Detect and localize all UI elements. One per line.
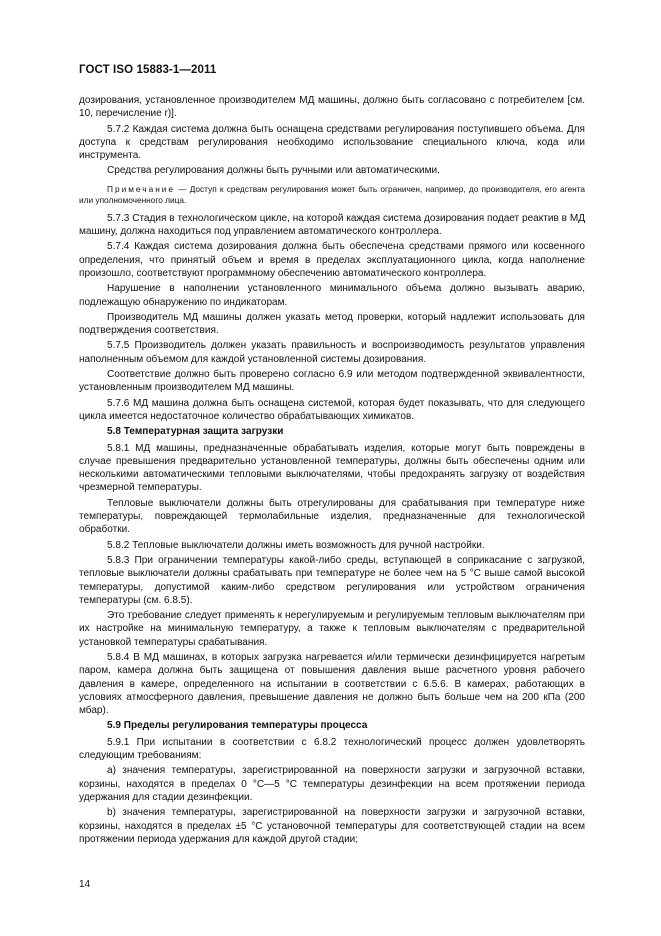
section-heading: 5.9 Пределы регулирования температуры процесса <box>107 720 368 732</box>
paragraph: Соответствие должно быть проверено согласно 6.9 или методом подтвержденной эквивалентности, установленным производителем МД машины. <box>79 369 585 394</box>
section-heading: 5.8 Температурная защита загрузки <box>107 426 284 438</box>
note <box>79 184 585 206</box>
paragraph: Это требование следует применять к нерегулируемым и регулируемым тепловым выключателям при их настройке на минимальную температуру, а также к тепловым выключателям с предварительной установкой температуры срабатывания. <box>79 610 585 648</box>
paragraph: 5.8.1 МД машины, предназначенные обрабатывать изделия, которые могут быть повреждены в случае превышения предварительно установленной температуры, должны быть обеспечены одним или несколькими автоматическими тепловыми выключателями, чтобы предохранять загрузку от воздействия чрезмерной температуры. <box>79 442 585 494</box>
paragraph: 5.7.2 Каждая система должна быть оснащена средствами регулирования поступившего объема. Для доступа к средствам регулирования необходимо использование специального ключа, кода или инструмента. <box>79 123 585 162</box>
paragraph: Производитель МД машины должен указать метод проверки, который надлежит использовать для подтверждения соответствия. <box>79 311 585 337</box>
page-number: 14 <box>79 879 91 890</box>
paragraph: 5.7.5 Производитель должен указать правильность и воспроизводимость результатов управления наполненным объемом для каждой установленной системы дозирования. <box>79 340 585 365</box>
paragraph: 5.8.2 Тепловые выключатели должны иметь возможность для ручной настройки. <box>107 539 485 551</box>
paragraph: 5.7.4 Каждая система дозирования должна быть обеспечена средствами прямого или косвенного определения, что принятый объем и время в пределах эксплуатационного цикла, когда наполнение произошло, соответствуют программному обеспечению автоматического контроллера. <box>79 241 585 279</box>
paragraph: Тепловые выключатели должны быть отрегулированы для срабатывания при температуре ниже температуры, повреждающей термолабильные изделия, предназначенные для технологической обработки. <box>79 497 585 536</box>
paragraph: Нарушение в наполнении установленного минимального объема должно вызывать аварию, подлежащую обнаружению по индикаторам. <box>79 283 585 308</box>
note-text: — Доступ к средствам регулирования может быть ограничен, например, до производителя, его агента или уполномоченного лица. <box>79 183 585 205</box>
list-item: a) значения температуры, зарегистрированной на поверхности загрузки и загрузочной вставки, корзины, находятся в пределах 0 °C—5 °C температуры дезинфекции на всем протяжении периода удержания для стадии дезинфекции. <box>79 765 585 803</box>
paragraph: 5.8.4 В МД машинах, в которых загрузка нагревается и/или термически дезинфицируется нагретым паром, камера должна быть защищена от повышения давления выше расчетного уровня рабочего давления в камере, определенного на испытании в соответствии с 6.5.6. В камерах, работающих в условиях атмосферного давления, превышение давления не должно быть больше чем на 200 кПа (200 мбар). <box>79 651 585 717</box>
list-item: b) значения температуры, зарегистрированной на поверхности загрузки и загрузочной вставки, корзины, находятся в пределах ±5 °C установочной температуры для соответствующей стадии на всем протяжении периода удержания для каждой другой стадии; <box>79 807 585 845</box>
paragraph: 5.7.3 Стадия в технологическом цикле, на которой каждая система дозирования подает реактив в МД машину, должна находиться под управлением автоматического контроллера. <box>79 212 585 238</box>
document-body <box>79 94 585 848</box>
paragraph: 5.7.6 МД машина должна быть оснащена системой, которая будет показывать, что для следующего цикла имеется недостаточное количество обрабатывающих химикатов. <box>79 397 585 422</box>
paragraph: 5.8.3 При ограничении температуры какой-либо среды, вступающей в соприкасание с загрузкой, тепловые выключатели должны срабатывать при температуре не более чем на 5 °C выше самой высокой температуры, допустимой каким-либо средством регулирования или устройством ограничения температуры (см. 6.8.5). <box>79 554 585 606</box>
paragraph: Средства регулирования должны быть ручными или автоматическими. <box>107 165 440 177</box>
paragraph: дозирования, установленное производителем МД машины, должно быть согласовано с потребителем [см. 10, перечисление r)]. <box>79 95 585 120</box>
document-header: ГОСТ ISO 15883-1—2011 <box>79 64 217 76</box>
paragraph: 5.9.1 При испытании в соответствии с 6.8.2 технологический процесс должен удовлетворять следующим требованиям: <box>79 736 585 762</box>
note-label: Примечание <box>107 183 176 194</box>
